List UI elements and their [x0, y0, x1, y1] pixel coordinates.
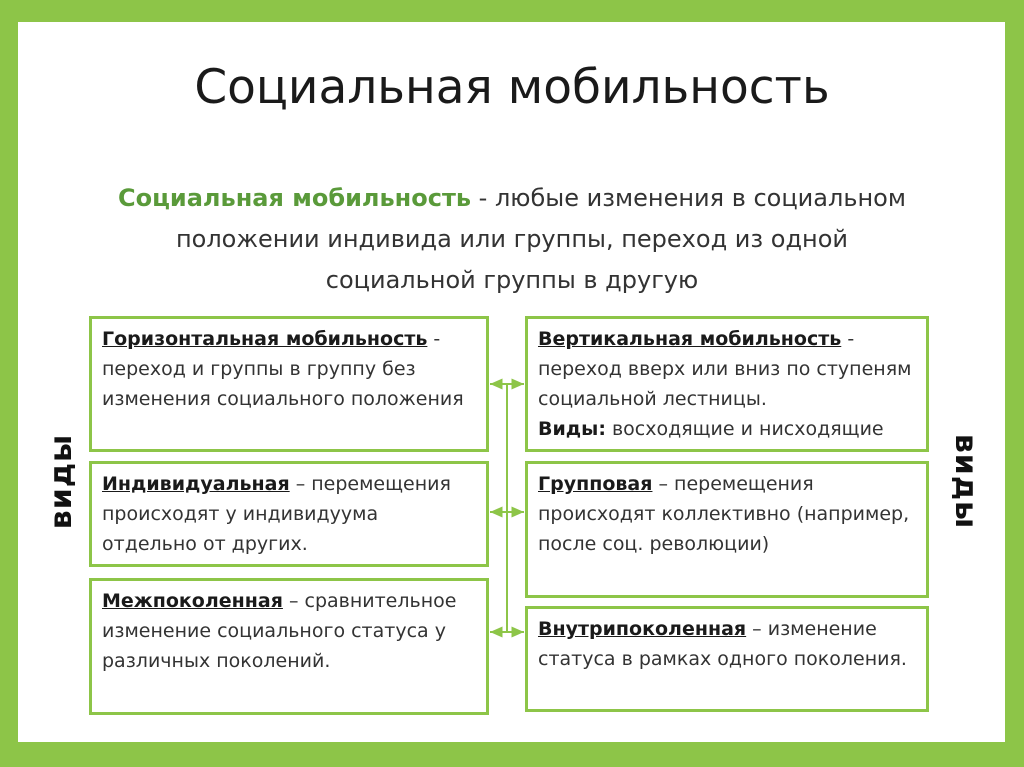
definition-text: - любые изменения в социальном положении индивида или группы, переход из одной социальной группы в другую: [175, 184, 906, 294]
box-group-mobility-name: Групповая: [538, 473, 653, 495]
side-label-right: виды: [948, 433, 984, 530]
box-horizontal-mobility: [89, 316, 489, 452]
box-intergenerational-mobility-text: – сравнительное изменение социального статуса у различных поколений.: [102, 590, 457, 672]
box-individual-mobility: [89, 461, 489, 567]
box-group-mobility-text: – перемещения происходят коллективно (например, после соц. революции): [538, 473, 910, 555]
box-intragenerational-mobility-name: Внутрипоколенная: [538, 618, 747, 640]
page-title: Социальная мобильность: [194, 60, 830, 115]
box-vertical-mobility-text: - переход вверх или вниз по ступеням социальной лестницы.: [538, 328, 912, 410]
box-vertical-mobility-name: Вертикальная мобильность: [538, 328, 842, 350]
definition-term: Социальная мобильность: [118, 184, 472, 212]
box-intragenerational-mobility: [525, 606, 929, 712]
box-intergenerational-mobility-name: Межпоколенная: [102, 590, 283, 612]
box-individual-mobility-name: Индивидуальная: [102, 473, 290, 495]
box-vertical-mobility-kinds-label: Виды:: [538, 418, 606, 440]
box-horizontal-mobility-text: - переход и группы в группу без изменения социального положения: [102, 328, 464, 410]
box-individual-mobility-text: – перемещения происходят у индивидуума отдельно от других.: [102, 473, 451, 555]
box-intragenerational-mobility-text: – изменение статуса в рамках одного поколения.: [538, 618, 907, 670]
box-group-mobility: [525, 461, 929, 598]
side-label-left: виды: [44, 433, 80, 530]
box-horizontal-mobility-name: Горизонтальная мобильность: [102, 328, 428, 350]
box-intergenerational-mobility: [89, 578, 489, 715]
box-vertical-mobility-kinds-text: восходящие и нисходящие: [605, 418, 884, 440]
box-vertical-mobility: [525, 316, 929, 452]
